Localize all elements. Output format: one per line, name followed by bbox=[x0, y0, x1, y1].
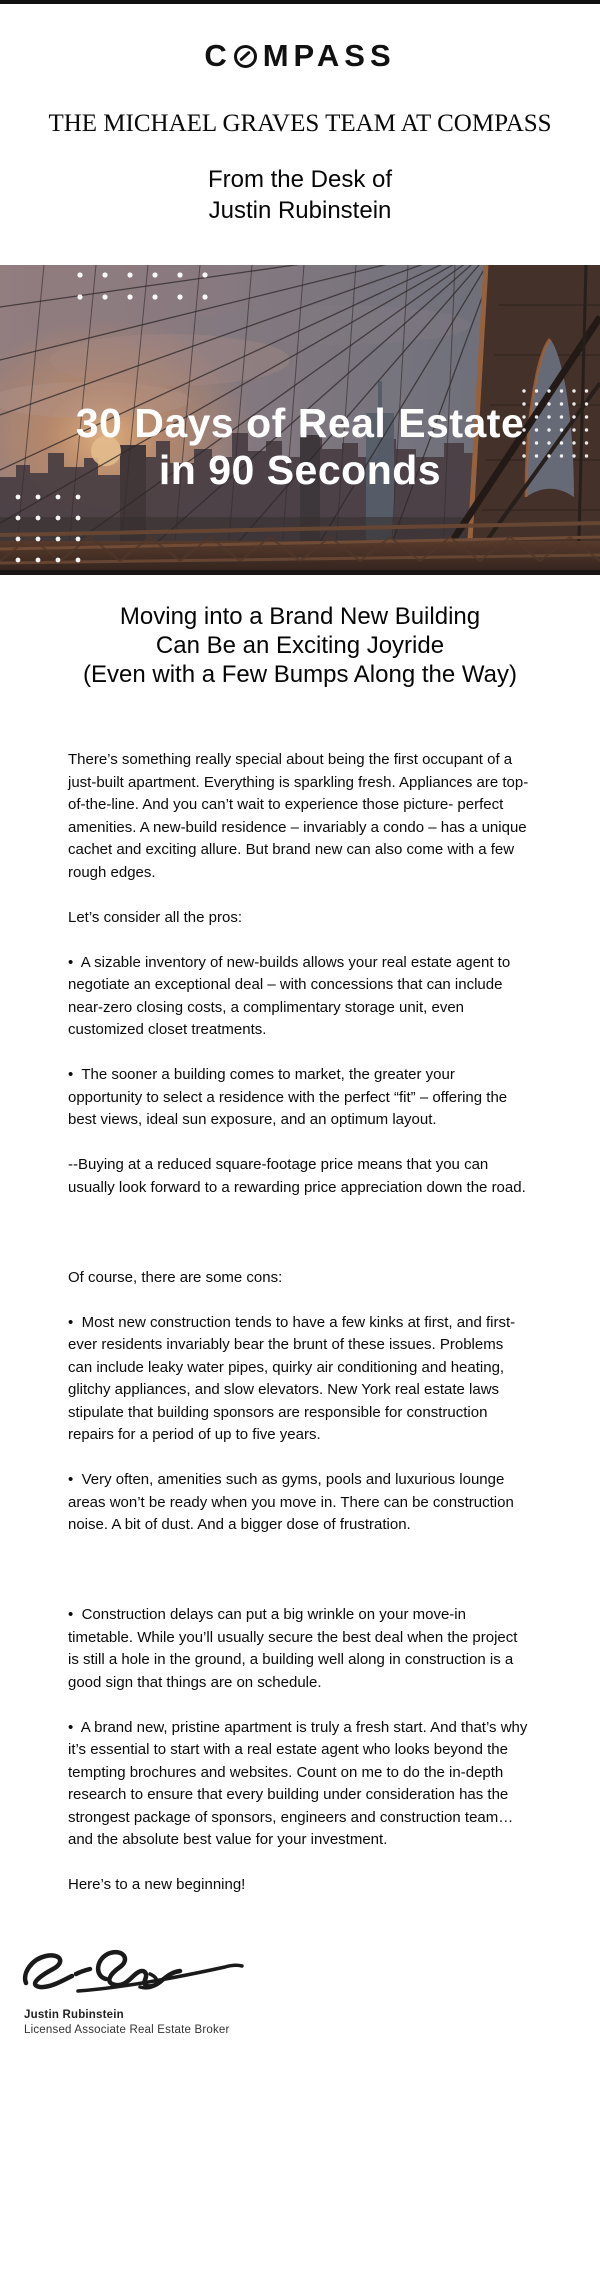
blank-line bbox=[68, 929, 530, 952]
bullet-paragraph: • A brand new, pristine apartment is truly a fresh start. And that’s why it’s essential to start with a real estate agent who looks beyond the tempting brochures and websites. Count on me to do the in-depth research to ensure that every building under consideration has the strongest package of sponsors, engineers and construction team…and the absolute best value for your investment. bbox=[68, 1718, 528, 1848]
signature-name: Justin Rubinstein bbox=[24, 2008, 124, 2021]
body-text bbox=[0, 749, 600, 1897]
signature-image bbox=[20, 1943, 250, 2001]
compass-logo-o-icon bbox=[234, 45, 257, 68]
compass-logo-letters: MPASS bbox=[262, 38, 396, 73]
blank-line bbox=[68, 1244, 530, 1267]
blank-line bbox=[68, 1537, 530, 1560]
blank-line bbox=[68, 1447, 530, 1470]
body-paragraph: Let’s consider all the pros: bbox=[68, 908, 242, 926]
article-headline bbox=[0, 602, 600, 689]
bullet-paragraph: • The sooner a building comes to market, the greater your opportunity to select a residence with the perfect “fit” – offering the best views, ideal sun exposure, and an optimum layout. bbox=[68, 1066, 508, 1128]
hero-title-line1: 30 Days of Real Estate bbox=[75, 400, 525, 446]
blank-line bbox=[68, 1289, 530, 1312]
blank-line bbox=[68, 1199, 530, 1222]
blank-line bbox=[68, 1694, 530, 1717]
body-paragraph: --Buying at a reduced square-footage price means that you can usually look forward to a rewarding price appreciation down the road. bbox=[68, 1156, 526, 1196]
header bbox=[0, 38, 600, 74]
author-name-line: Justin Rubinstein bbox=[208, 197, 392, 224]
bullet-paragraph: • Most new construction tends to have a few kinks at first, and first-ever residents invariably bear the brunt of these issues. Problems can include leaky water pipes, quirky air conditioning and heating, glitchy appliances, and slow elevators. New York real estate laws stipulate that building sponsors are responsible for construction repairs for a period of up to five years. bbox=[68, 1313, 516, 1443]
bullet-marker-icon: • bbox=[68, 1313, 82, 1331]
headline-line1: Moving into a Brand New Building bbox=[119, 603, 481, 630]
headline-line3: (Even with a Few Bumps Along the Way) bbox=[83, 661, 517, 688]
bullet-paragraph: • Construction delays can put a big wrinkle on your move-in timetable. While you’ll usually secure the best deal when the project is still a hole in the ground, a building well along in construction is a good sign that things are on schedule. bbox=[68, 1606, 518, 1691]
from-the-desk-line: From the Desk of bbox=[207, 166, 393, 193]
blank-line bbox=[68, 1222, 530, 1245]
blank-line bbox=[68, 1042, 530, 1065]
from-the-desk-heading bbox=[0, 164, 600, 226]
bullet-marker-icon: • bbox=[68, 1718, 81, 1736]
bullet-marker-icon: • bbox=[68, 1471, 82, 1488]
blank-line bbox=[68, 884, 530, 907]
signature-title: Licensed Associate Real Estate Broker bbox=[24, 2023, 230, 2036]
compass-logo[interactable] bbox=[204, 38, 395, 74]
blank-line bbox=[68, 1582, 530, 1605]
compass-logo-letter: C bbox=[204, 38, 232, 73]
bullet-paragraph: • A sizable inventory of new-builds allows your real estate agent to negotiate an exceptional deal – with concessions that can include near-zero closing costs, a complimentary storage unit, even customized closet treatments. bbox=[68, 953, 511, 1038]
blank-line bbox=[68, 1132, 530, 1155]
bullet-marker-icon: • bbox=[68, 1606, 82, 1623]
body-paragraph: Here’s to a new beginning! bbox=[68, 1876, 246, 1893]
body-paragraph: Of course, there are some cons: bbox=[68, 1268, 283, 1286]
bullet-paragraph: • Very often, amenities such as gyms, pools and luxurious lounge areas won’t be ready when you move in. There can be construction noise. A bit of dust. And a bigger dose of frustration. bbox=[68, 1471, 514, 1533]
hero-title-line2: in 90 Seconds bbox=[158, 447, 442, 493]
bottom-whitespace bbox=[0, 2036, 600, 2086]
top-border-bar bbox=[0, 0, 600, 4]
bullet-marker-icon: • bbox=[68, 1066, 82, 1083]
headline-line2: Can Be an Exciting Joyride bbox=[155, 632, 445, 659]
signature-block bbox=[20, 1943, 600, 2036]
team-name: THE MICHAEL GRAVES TEAM AT COMPASS bbox=[48, 110, 552, 137]
blank-line bbox=[68, 1852, 530, 1875]
bullet-marker-icon: • bbox=[68, 953, 81, 971]
hero-image[interactable] bbox=[0, 265, 600, 575]
body-paragraph: There’s something really special about being the first occupant of a just-built apartment. Everything is sparkling fresh. Appliances are top-of-the-line. And you can’t wait to experience those picture- perfect amenities. A new-build residence – invariably a condo – has a unique cachet and exciting allure. But brand new can also come with a few rough edges. bbox=[68, 751, 529, 881]
blank-line bbox=[68, 1559, 530, 1582]
